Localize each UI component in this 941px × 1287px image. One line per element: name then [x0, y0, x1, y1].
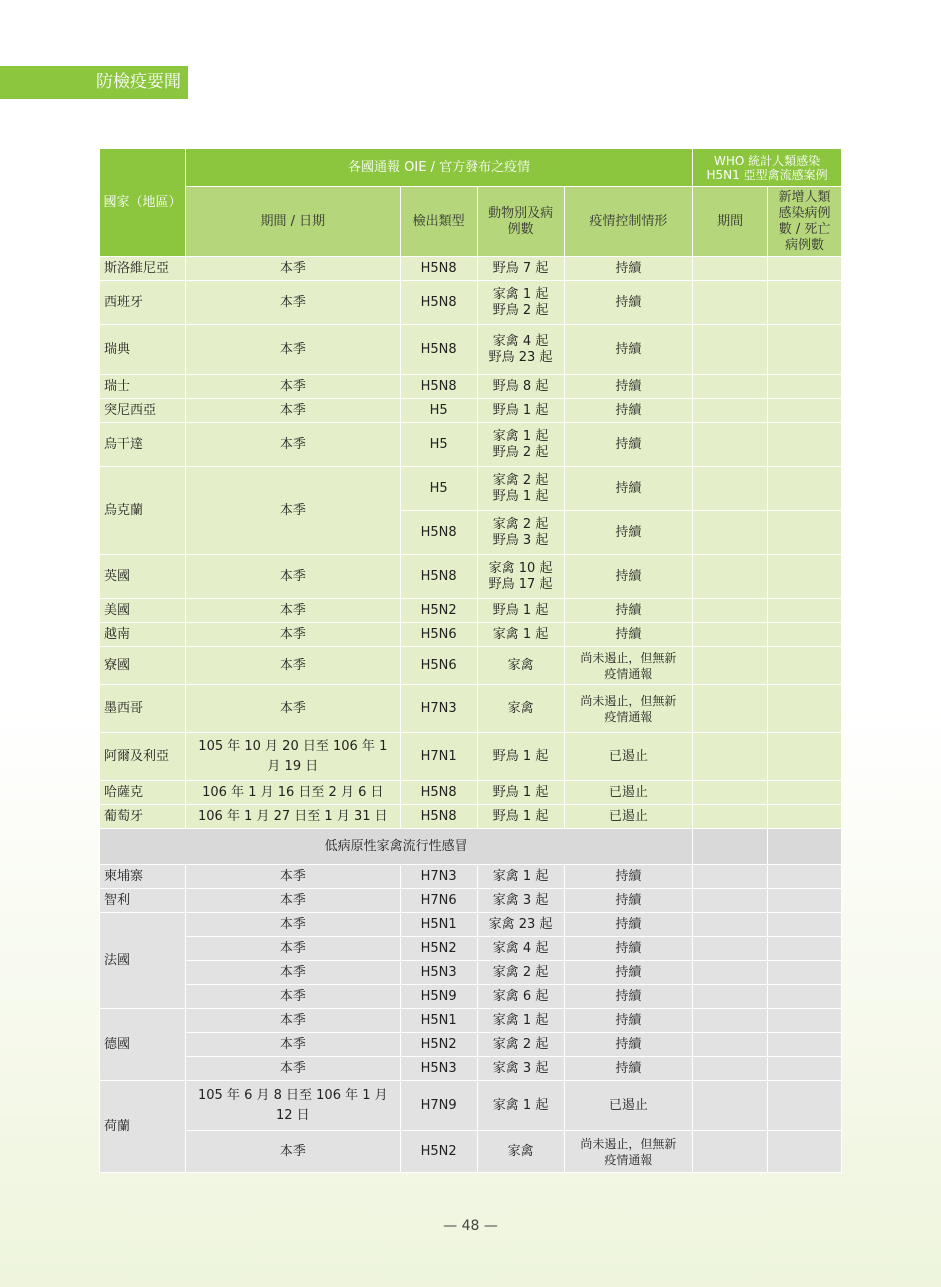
country-cell: 越南	[100, 623, 186, 647]
country-cell: 美國	[100, 599, 186, 623]
animal-cell: 野鳥 1 起	[477, 399, 564, 423]
header-country: 國家（地區）	[100, 149, 186, 257]
who-cases-cell	[768, 423, 842, 467]
country-cell: 荷蘭	[100, 1081, 186, 1173]
control-cell: 持續	[564, 467, 693, 511]
subtype-cell: H5N8	[400, 555, 477, 599]
country-cell: 斯洛維尼亞	[100, 257, 186, 281]
period-cell: 本季	[186, 1033, 401, 1057]
subtype-cell: H5N8	[400, 375, 477, 399]
who-period-cell	[693, 423, 768, 467]
animal-cell: 野鳥 7 起	[477, 257, 564, 281]
subtype-cell: H5N8	[400, 325, 477, 375]
who-period-cell	[693, 937, 768, 961]
country-cell: 瑞典	[100, 325, 186, 375]
who-cases-cell	[768, 685, 842, 733]
table-row	[100, 781, 842, 805]
country-cell: 烏克蘭	[100, 467, 186, 555]
control-cell: 持續	[564, 1057, 693, 1081]
who-cases-cell	[768, 623, 842, 647]
who-cases-cell	[768, 647, 842, 685]
control-cell: 持續	[564, 599, 693, 623]
animal-cell: 家禽 1 起 野鳥 2 起	[477, 423, 564, 467]
country-cell: 突尼西亞	[100, 399, 186, 423]
who-period-cell	[693, 1009, 768, 1033]
table-row	[100, 555, 842, 599]
subtype-cell: H5N8	[400, 257, 477, 281]
who-cases-cell	[768, 467, 842, 511]
subtype-cell: H5N2	[400, 1033, 477, 1057]
table-row	[100, 1009, 842, 1033]
who-period-cell	[693, 623, 768, 647]
animal-cell: 家禽 6 起	[477, 985, 564, 1009]
control-cell: 持續	[564, 511, 693, 555]
subtype-cell: H7N3	[400, 865, 477, 889]
page-number: — 48 —	[443, 1218, 498, 1234]
period-cell: 本季	[186, 555, 401, 599]
animal-cell: 家禽 10 起 野鳥 17 起	[477, 555, 564, 599]
who-period-cell	[693, 1131, 768, 1173]
who-period-cell	[693, 1033, 768, 1057]
who-period-cell	[693, 1081, 768, 1131]
table-row	[100, 257, 842, 281]
animal-cell: 家禽 1 起	[477, 623, 564, 647]
country-cell: 法國	[100, 913, 186, 1009]
animal-cell: 家禽 1 起	[477, 1009, 564, 1033]
period-cell: 本季	[186, 889, 401, 913]
animal-cell: 家禽 2 起 野鳥 1 起	[477, 467, 564, 511]
who-period-cell	[693, 325, 768, 375]
subtype-cell: H7N3	[400, 685, 477, 733]
who-cases-cell	[768, 985, 842, 1009]
animal-cell: 家禽 1 起 野鳥 2 起	[477, 281, 564, 325]
control-cell: 持續	[564, 937, 693, 961]
country-cell: 寮國	[100, 647, 186, 685]
who-period-cell	[693, 985, 768, 1009]
animal-cell: 家禽	[477, 685, 564, 733]
who-cases-cell	[768, 937, 842, 961]
control-cell: 持續	[564, 1009, 693, 1033]
subtype-cell: H7N9	[400, 1081, 477, 1131]
control-cell: 持續	[564, 623, 693, 647]
who-period-cell	[693, 647, 768, 685]
who-cases-cell	[768, 399, 842, 423]
period-cell: 105 年 10 月 20 日至 106 年 1 月 19 日	[186, 733, 401, 781]
period-cell: 本季	[186, 961, 401, 985]
who-period-cell	[693, 889, 768, 913]
who-cases-cell	[768, 555, 842, 599]
who-period-cell	[693, 281, 768, 325]
period-cell: 本季	[186, 865, 401, 889]
who-period-cell	[693, 555, 768, 599]
period-cell: 本季	[186, 985, 401, 1009]
animal-cell: 野鳥 1 起	[477, 805, 564, 829]
who-cases-cell	[768, 781, 842, 805]
period-cell: 本季	[186, 599, 401, 623]
who-cases-cell	[768, 1131, 842, 1173]
who-period-cell	[693, 257, 768, 281]
table-row	[100, 985, 842, 1009]
control-cell: 持續	[564, 257, 693, 281]
table-row	[100, 1081, 842, 1131]
who-period-cell	[693, 733, 768, 781]
subtype-cell: H5N8	[400, 805, 477, 829]
who-cases-cell	[768, 865, 842, 889]
table-row	[100, 937, 842, 961]
header-who-group: WHO 統計人類感染 H5N1 亞型禽流感案例	[693, 149, 842, 187]
period-cell: 本季	[186, 423, 401, 467]
period-cell: 本季	[186, 937, 401, 961]
period-cell: 本季	[186, 1057, 401, 1081]
subtype-cell: H7N6	[400, 889, 477, 913]
table-row	[100, 889, 842, 913]
control-cell: 持續	[564, 913, 693, 937]
subtype-cell: H5N9	[400, 985, 477, 1009]
control-cell: 持續	[564, 555, 693, 599]
period-cell: 本季	[186, 399, 401, 423]
table-row	[100, 829, 842, 865]
header-who-period: 期間	[693, 187, 768, 257]
control-cell: 持續	[564, 375, 693, 399]
period-cell: 106 年 1 月 27 日至 1 月 31 日	[186, 805, 401, 829]
who-cases-cell	[768, 913, 842, 937]
who-cases-cell	[768, 325, 842, 375]
who-period-cell	[693, 511, 768, 555]
control-cell: 已遏止	[564, 781, 693, 805]
subtype-cell: H5N8	[400, 511, 477, 555]
control-cell: 持續	[564, 985, 693, 1009]
table-row	[100, 375, 842, 399]
header-animal: 動物別及病 例數	[477, 187, 564, 257]
subtype-cell: H5N2	[400, 1131, 477, 1173]
period-cell: 本季	[186, 623, 401, 647]
country-cell: 阿爾及利亞	[100, 733, 186, 781]
control-cell: 持續	[564, 889, 693, 913]
who-period-cell	[693, 399, 768, 423]
who-period-cell	[693, 913, 768, 937]
animal-cell: 家禽 4 起 野鳥 23 起	[477, 325, 564, 375]
animal-cell: 家禽 2 起 野鳥 3 起	[477, 511, 564, 555]
who-cases-cell	[768, 829, 842, 865]
who-cases-cell	[768, 281, 842, 325]
subtype-cell: H5	[400, 399, 477, 423]
control-cell: 持續	[564, 865, 693, 889]
table-row	[100, 685, 842, 733]
country-cell: 德國	[100, 1009, 186, 1081]
table-row	[100, 1033, 842, 1057]
subtype-cell: H5	[400, 467, 477, 511]
country-cell: 墨西哥	[100, 685, 186, 733]
animal-cell: 野鳥 1 起	[477, 599, 564, 623]
period-cell: 106 年 1 月 16 日至 2 月 6 日	[186, 781, 401, 805]
animal-cell: 家禽 2 起	[477, 961, 564, 985]
animal-cell: 家禽 4 起	[477, 937, 564, 961]
who-period-cell	[693, 375, 768, 399]
period-cell: 105 年 6 月 8 日至 106 年 1 月 12 日	[186, 1081, 401, 1131]
table-row	[100, 623, 842, 647]
control-cell: 持續	[564, 281, 693, 325]
animal-cell: 家禽 1 起	[477, 865, 564, 889]
subtype-cell: H5	[400, 423, 477, 467]
animal-cell: 家禽 1 起	[477, 1081, 564, 1131]
header-who-cases: 新增人類 感染病例 數 / 死亡 病例數	[768, 187, 842, 257]
subtype-cell: H5N6	[400, 623, 477, 647]
period-cell: 本季	[186, 257, 401, 281]
who-period-cell	[693, 961, 768, 985]
avian-influenza-table	[99, 148, 842, 1173]
table-row	[100, 647, 842, 685]
animal-cell: 家禽 2 起	[477, 1033, 564, 1057]
who-period-cell	[693, 1057, 768, 1081]
period-cell: 本季	[186, 325, 401, 375]
subtype-cell: H7N1	[400, 733, 477, 781]
control-cell: 持續	[564, 423, 693, 467]
who-cases-cell	[768, 733, 842, 781]
who-cases-cell	[768, 1033, 842, 1057]
subtype-cell: H5N2	[400, 599, 477, 623]
period-cell: 本季	[186, 467, 401, 555]
header-oie-group: 各國通報 OIE / 官方發布之疫情	[186, 149, 693, 187]
subtype-cell: H5N3	[400, 1057, 477, 1081]
control-cell: 已遏止	[564, 733, 693, 781]
who-period-cell	[693, 865, 768, 889]
section-tab	[0, 66, 188, 99]
period-cell: 本季	[186, 375, 401, 399]
subtype-cell: H5N6	[400, 647, 477, 685]
who-period-cell	[693, 467, 768, 511]
country-cell: 瑞士	[100, 375, 186, 399]
table-row	[100, 733, 842, 781]
who-cases-cell	[768, 599, 842, 623]
table-row	[100, 399, 842, 423]
section-title: 防檢疫要聞	[96, 72, 181, 92]
header-period: 期間 / 日期	[186, 187, 401, 257]
control-cell: 尚未遏止，但無新 疫情通報	[564, 647, 693, 685]
subtype-cell: H5N3	[400, 961, 477, 985]
table-row	[100, 805, 842, 829]
table-row	[100, 1131, 842, 1173]
animal-cell: 家禽	[477, 1131, 564, 1173]
period-cell: 本季	[186, 913, 401, 937]
control-cell: 已遏止	[564, 805, 693, 829]
period-cell: 本季	[186, 647, 401, 685]
control-cell: 持續	[564, 399, 693, 423]
who-cases-cell	[768, 889, 842, 913]
animal-cell: 野鳥 1 起	[477, 733, 564, 781]
period-cell: 本季	[186, 1009, 401, 1033]
who-period-cell	[693, 781, 768, 805]
who-cases-cell	[768, 1081, 842, 1131]
control-cell: 尚未遏止，但無新 疫情通報	[564, 685, 693, 733]
subtype-cell: H5N8	[400, 281, 477, 325]
country-cell: 哈薩克	[100, 781, 186, 805]
control-cell: 已遏止	[564, 1081, 693, 1131]
who-cases-cell	[768, 1009, 842, 1033]
header-subtype: 檢出類型	[400, 187, 477, 257]
subtype-cell: H5N1	[400, 913, 477, 937]
who-cases-cell	[768, 961, 842, 985]
who-cases-cell	[768, 511, 842, 555]
table-row	[100, 281, 842, 325]
country-cell: 英國	[100, 555, 186, 599]
animal-cell: 野鳥 8 起	[477, 375, 564, 399]
control-cell: 尚未遏止，但無新 疫情通報	[564, 1131, 693, 1173]
lpai-section-title: 低病原性家禽流行性感冒	[100, 829, 693, 865]
country-cell: 葡萄牙	[100, 805, 186, 829]
table-row	[100, 1057, 842, 1081]
country-cell: 智利	[100, 889, 186, 913]
table-row	[100, 865, 842, 889]
subtype-cell: H5N1	[400, 1009, 477, 1033]
period-cell: 本季	[186, 281, 401, 325]
header-control: 疫情控制情形	[564, 187, 693, 257]
country-cell: 烏干達	[100, 423, 186, 467]
who-cases-cell	[768, 257, 842, 281]
control-cell: 持續	[564, 961, 693, 985]
animal-cell: 家禽 3 起	[477, 1057, 564, 1081]
table-row	[100, 961, 842, 985]
period-cell: 本季	[186, 1131, 401, 1173]
who-cases-cell	[768, 1057, 842, 1081]
control-cell: 持續	[564, 1033, 693, 1057]
table-row	[100, 599, 842, 623]
table-row	[100, 913, 842, 937]
animal-cell: 家禽 23 起	[477, 913, 564, 937]
period-cell: 本季	[186, 685, 401, 733]
country-cell: 西班牙	[100, 281, 186, 325]
who-cases-cell	[768, 805, 842, 829]
who-cases-cell	[768, 375, 842, 399]
who-period-cell	[693, 829, 768, 865]
who-period-cell	[693, 599, 768, 623]
animal-cell: 家禽	[477, 647, 564, 685]
who-period-cell	[693, 685, 768, 733]
control-cell: 持續	[564, 325, 693, 375]
subtype-cell: H5N8	[400, 781, 477, 805]
table-row	[100, 325, 842, 375]
animal-cell: 野鳥 1 起	[477, 781, 564, 805]
country-cell: 柬埔寨	[100, 865, 186, 889]
table-row	[100, 423, 842, 467]
subtype-cell: H5N2	[400, 937, 477, 961]
animal-cell: 家禽 3 起	[477, 889, 564, 913]
who-period-cell	[693, 805, 768, 829]
table-row	[100, 467, 842, 511]
